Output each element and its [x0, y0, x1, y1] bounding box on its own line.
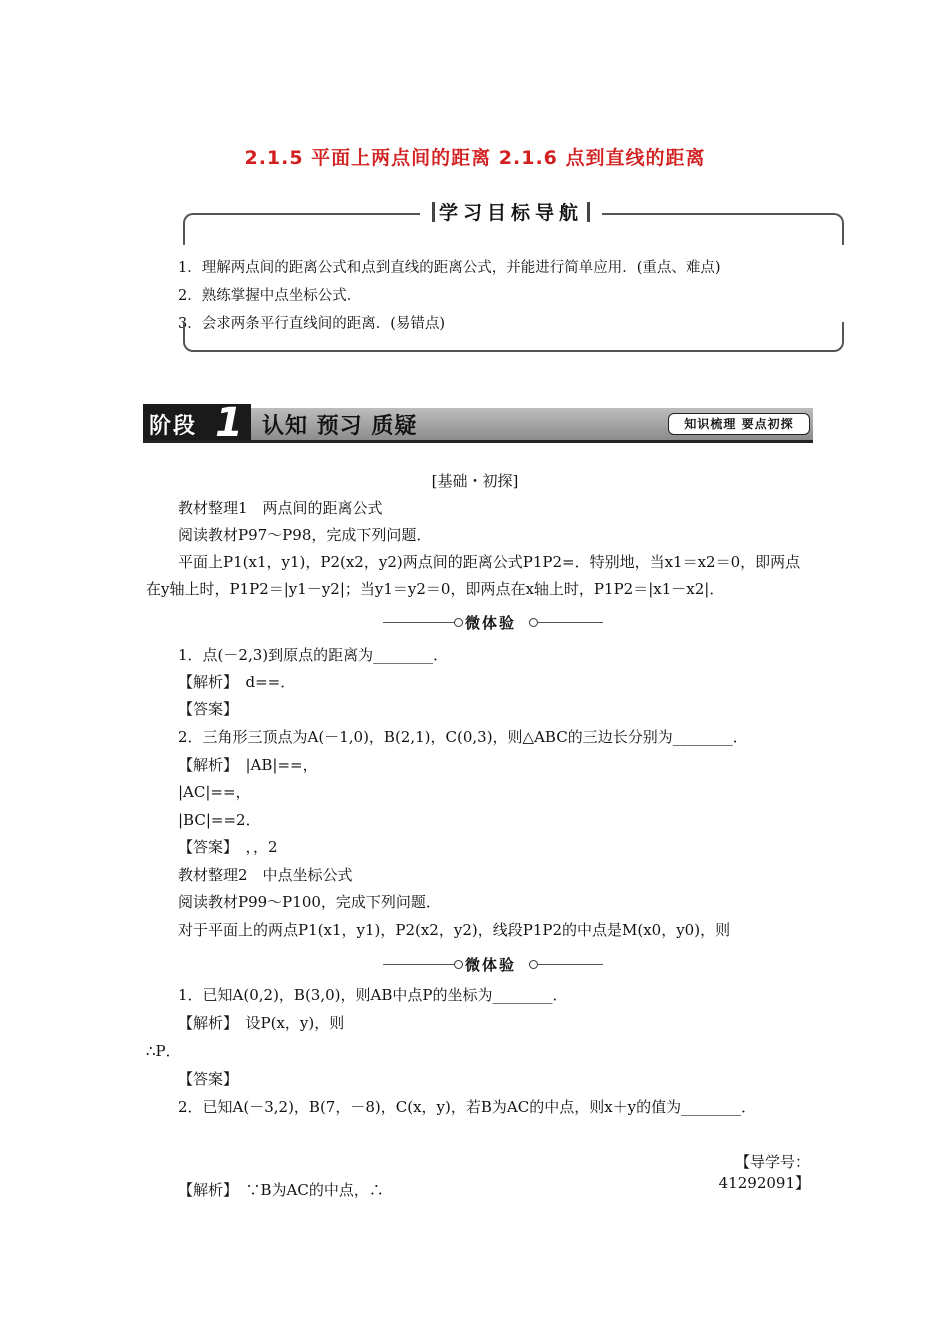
exp2-analysis-1: 【解析】 设P(x，y)，则 — [178, 1014, 345, 1032]
goal-item-2: 2．熟练掌握中点坐标公式． — [178, 288, 362, 304]
goal-item-3: 3．会求两条平行直线间的距离．(易错点) — [178, 316, 446, 332]
stage-badge: 知识梳理 要点初探 — [668, 413, 810, 435]
header-bar-right — [587, 202, 590, 222]
topic2-read: 阅读教材P99～P100，完成下列问题． — [178, 893, 441, 911]
exp1-answer-2: 【答案】 ，，2 — [178, 838, 278, 856]
goals-header — [420, 198, 602, 225]
page-title: 2.1.5 平面上两点间的距离 2.1.6 点到直线的距离 — [244, 147, 706, 169]
divider-line — [537, 964, 603, 965]
goal-item-1: 1．理解两点间的距离公式和点到直线的距离公式，并能进行简单应用．(重点、难点) — [178, 260, 721, 276]
divider-line — [383, 964, 455, 965]
divider-circle — [454, 960, 463, 969]
divider-circle — [454, 618, 463, 627]
mini-experience-divider-1 — [383, 612, 603, 632]
stage-label: 阶段 — [149, 414, 198, 439]
exp1-analysis-1: 【解析】 d==． — [178, 673, 296, 691]
header-bar-left — [432, 202, 435, 222]
divider-line — [537, 622, 603, 623]
mini-experience-divider-2 — [383, 954, 603, 974]
topic1-read: 阅读教材P97～P98，完成下列问题． — [178, 526, 432, 544]
mini-experience-label: 微体验 — [465, 614, 517, 632]
exp1-question-1: 1．点(－2,3)到原点的距离为________． — [178, 646, 449, 664]
topic1-body-2: 在y轴上时，P1P2＝|y1－y2|；当y1＝y2＝0，即两点在x轴上时，P1P2＝|x1－x2|． — [146, 580, 725, 598]
goals-box-bottom-border — [183, 322, 844, 352]
exp2-analysis-1-line-2: ∴P． — [146, 1042, 181, 1060]
divider-line — [383, 622, 455, 623]
guide-reference-number: 【导学号：41292091】 — [718, 1153, 810, 1192]
exp2-analysis-2: 【解析】 ∵B为AC的中点，∴ — [178, 1181, 384, 1199]
exp1-question-2: 2．三角形三顶点为A(－1,0)，B(2,1)，C(0,3)，则△ABC的三边长分别为________． — [178, 728, 748, 746]
topic2-heading: 教材整理2 中点坐标公式 — [178, 866, 353, 884]
stage-number: 1 — [215, 400, 243, 446]
exp2-question-2: 2．已知A(－3,2)，B(7，－8)，C(x，y)，若B为AC的中点，则x＋y的值为________． — [178, 1098, 757, 1116]
section-label: [基础・初探] — [431, 472, 519, 490]
goals-header-label: 学习目标导航 — [439, 202, 584, 224]
exp2-answer-1: 【答案】 — [178, 1070, 239, 1088]
exp1-answer-1: 【答案】 — [178, 700, 239, 718]
topic1-heading: 教材整理1 两点间的距离公式 — [178, 499, 383, 517]
exp1-analysis-2-line-2: |AC|==， — [178, 783, 251, 801]
topic2-body: 对于平面上的两点P1(x1，y1)，P2(x2，y2)，线段P1P2的中点是M(x0，y0)，则 — [178, 921, 731, 939]
stage-title: 认知 预习 质疑 — [262, 414, 418, 439]
exp1-analysis-2: 【解析】 |AB|==， — [178, 756, 318, 774]
stage-tag — [143, 400, 251, 446]
mini-experience-label: 微体验 — [465, 956, 517, 974]
topic1-body-1: 平面上P1(x1，y1)，P2(x2，y2)两点间的距离公式P1P2=．特别地，当x1＝x2＝0，即两点 — [178, 553, 801, 571]
exp1-analysis-2-line-3: |BC|==2． — [178, 811, 261, 829]
exp2-question-1: 1．已知A(0,2)，B(3,0)，则AB中点P的坐标为________． — [178, 986, 568, 1004]
